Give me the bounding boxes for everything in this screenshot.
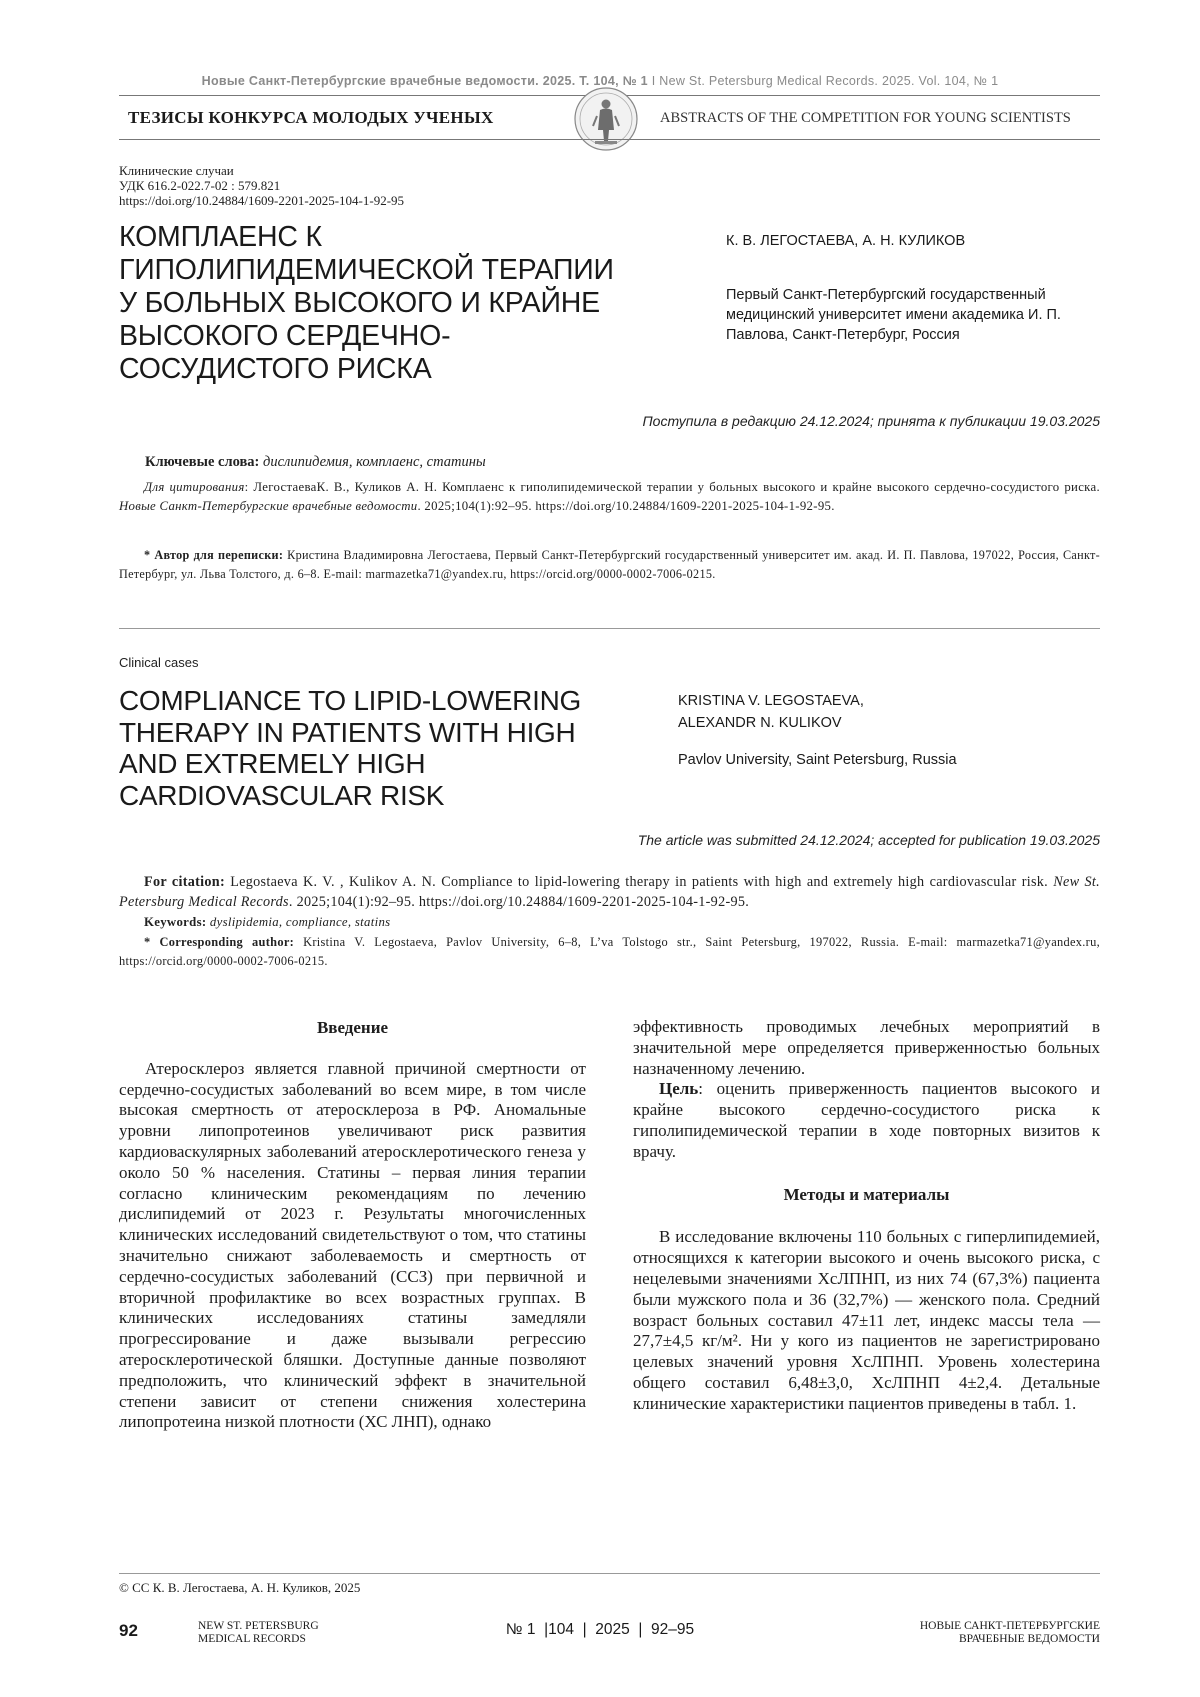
running-header-en: New St. Petersburg Medical Records. 2025. Vol. 104, № 1 xyxy=(659,74,998,88)
received-dates-en: The article was submitted 24.12.2024; accepted for publication 19.03.2025 xyxy=(638,832,1100,848)
author-en-1: KRISTINA V. LEGOSTAEVA, xyxy=(678,690,864,712)
authors-ru: К. В. ЛЕГОСТАЕВА, А. Н. КУЛИКОВ xyxy=(726,233,965,249)
intro-heading: Введение xyxy=(119,1018,586,1039)
keywords-en xyxy=(119,913,1100,932)
corresponding-label-en: * Corresponding author: xyxy=(144,935,294,949)
journal-name-ru-line2: ВРАЧЕБНЫЕ ВЕДОМОСТИ xyxy=(920,1633,1100,1646)
journal-name-en-line2: MEDICAL RECORDS xyxy=(198,1633,319,1646)
journal-name-ru-line1: НОВЫЕ САНКТ-ПЕТЕРБУРГСКИЕ xyxy=(920,1620,1100,1633)
article-title-en: COMPLIANCE TO LIPID-LOWERING THERAPY IN PATIENTS WITH HIGH AND EXTREMELY HIGH CARDIOVASCULAR RISK xyxy=(119,685,639,811)
issue-info: № 1 |104 | 2025 | 92–95 xyxy=(0,1621,1200,1639)
author-en-2: ALEXANDR N. KULIKOV xyxy=(678,712,864,734)
udc: УДК 616.2-022.7-02 : 579.821 xyxy=(119,178,404,193)
corresponding-ru xyxy=(119,546,1100,584)
citation-journal-en: New St. Petersburg Medical Records xyxy=(119,874,1100,910)
affiliation-en: Pavlov University, Saint Petersburg, Russia xyxy=(678,752,957,768)
journal-name-ru xyxy=(920,1620,1100,1646)
citation-text-en: Legostaeva K. V. , Kulikov A. N. Compliance to lipid-lowering therapy in patients with high and extremely high cardiovascular risk. xyxy=(225,874,1053,890)
corresponding-en xyxy=(119,933,1100,970)
aim-label: Цель xyxy=(659,1079,698,1098)
citation-label-ru: Для цитирования xyxy=(144,480,245,494)
header-rule-bottom xyxy=(119,139,1100,140)
body-column-left xyxy=(119,1018,586,1433)
journal-name-en-line1: NEW ST. PETERSBURG xyxy=(198,1620,319,1633)
aim-text: : оценить приверженность пациентов высокого и крайне высокого сердечно-сосудистого риска к гиполипидемической терапии в ходе повторных визитов к врачу. xyxy=(633,1079,1100,1160)
category-en: Clinical cases xyxy=(119,655,198,670)
intro-paragraph: Атеросклероз является главной причиной смертности от сердечно-сосудистых заболеваний во всем мире, в том числе высокая смертность от атеросклероза в РФ. Аномальные уровни липопротеинов увеличивают риск развития кардиоваскулярных заболеваний атеросклеротического генеза у около 50 % населения. Статины – первая линия терапии согласно клиническим рекомендациям по лечению дислипидемий от 2023 г. Результаты многочисленных клинических исследований свидетельствуют о том, что статины значительно снижают заболеваемость и смертность от сердечно-сосудистых заболеваний (ССЗ) при первичной и вторичной профилактике во всех возрастных группах. В клинических исследованиях статины замедляли прогрессирование и даже вызывали регрессию атеросклеротической бляшки. Доступные данные позволяют предположить, что клинический эффект в значительной степени зависит от степени снижения холестерина липопротеина низкой плотности (ХС ЛНП), однако xyxy=(119,1059,586,1433)
journal-emblem-icon xyxy=(573,86,639,152)
citation-tail-en[interactable]: . 2025;104(1):92–95. https://doi.org/10.24884/1609-2201-2025-104-1-92-95. xyxy=(289,894,749,910)
received-dates-ru: Поступила в редакцию 24.12.2024; принята к публикации 19.03.2025 xyxy=(643,413,1100,429)
keywords-label-en: Keywords: xyxy=(144,915,206,929)
running-header-separator: I xyxy=(652,74,656,88)
section-title-ru: ТЕЗИСЫ КОНКУРСА МОЛОДЫХ УЧЕНЫХ xyxy=(128,108,494,128)
running-header-ru: Новые Санкт-Петербургские врачебные ведомости. 2025. Т. 104, № 1 xyxy=(202,74,648,88)
citation-ru xyxy=(119,478,1100,516)
page-number: 92 xyxy=(119,1621,138,1641)
divider-ru-en xyxy=(119,628,1100,629)
citation-en xyxy=(119,872,1100,912)
citation-tail-ru[interactable]: . 2025;104(1):92–95. https://doi.org/10.24884/1609-2201-2025-104-1-92-95. xyxy=(417,499,834,513)
keywords-ru xyxy=(119,452,1100,473)
citation-journal-ru: Новые Санкт-Петербургские врачебные ведомости xyxy=(119,499,417,513)
body-column-right xyxy=(633,1017,1100,1415)
section-title-en: ABSTRACTS OF THE COMPETITION FOR YOUNG SCIENTISTS xyxy=(660,110,1071,127)
corresponding-text-en: Kristina V. Legostaeva, Pavlov University, 6–8, L’va Tolstogo str., Saint Petersburg, 197022, Russia. E-mail: marmazetka71@yandex.ru, https://orcid.org/0000-0002-7006-0215. xyxy=(119,935,1100,968)
methods-paragraph: В исследование включены 110 больных с гиперлипидемией, относящихся к категории высокого и очень высокого риска, с нецелевыми значениями ХсЛПНП, из них 74 (67,3%) пациента были мужского пола и 36 (32,7%) — женского пола. Средний возраст больных составил 47±11 лет, индекс массы тела — 27,7±4,5 кг/м². Ни у кого из пациентов не зарегистрировано целевых значений уровня ХсЛПНП. Уровень холестерина общего составил 6,48±3,0, ХсЛПНП 4±2,4. Детальные клинические характеристики пациентов приведены в табл. 1. xyxy=(633,1227,1100,1414)
citation-label-en: For citation: xyxy=(144,874,225,890)
keywords-label-ru: Ключевые слова: xyxy=(145,454,259,470)
keywords-value-ru: дислипидемия, комплаенс, статины xyxy=(263,454,486,470)
doi-link[interactable]: https://doi.org/10.24884/1609-2201-2025-104-1-92-95 xyxy=(119,193,404,208)
intro-paragraph-continued: эффективность проводимых лечебных мероприятий в значительной мере определяется приверженностью больных назначенному лечению. xyxy=(633,1017,1100,1079)
keywords-value-en: dyslipidemia, compliance, statins xyxy=(210,915,391,929)
citation-authors-ru: : ЛегостаеваК. В., Куликов А. Н. Комплаенс к гиполипидемической терапии у больных высокого и крайне высокого сердечно-сосудистого риска. xyxy=(245,480,1100,494)
authors-en xyxy=(678,690,864,734)
methods-heading: Методы и материалы xyxy=(633,1185,1100,1206)
corresponding-text-ru: Кристина Владимировна Легостаева, Первый Санкт-Петербургский государственный университет им. акад. И. П. Павлова, 197022, Россия, Санкт-Петербург, ул. Льва Толстого, д. 6–8. E-mail: marmazetka71@yandex.ru, https://orcid.org/0000-0002-7006-0215. xyxy=(119,548,1100,581)
category-ru: Клинические случаи xyxy=(119,163,404,178)
corresponding-label-ru: * Автор для переписки: xyxy=(144,548,283,562)
footer-rule xyxy=(119,1573,1100,1574)
copyright: © CC К. В. Легостаева, А. Н. Куликов, 2025 xyxy=(119,1580,360,1596)
aim-paragraph xyxy=(633,1079,1100,1162)
article-title-ru: КОМПЛАЕНС К ГИПОЛИПИДЕМИЧЕСКОЙ ТЕРАПИИ У БОЛЬНЫХ ВЫСОКОГО И КРАЙНЕ ВЫСОКОГО СЕРДЕЧНО-СОСУДИСТОГО РИСКА xyxy=(119,221,639,386)
affiliation-ru: Первый Санкт-Петербургский государственный медицинский университет имени академика И. П. Павлова, Санкт-Петербург, Россия xyxy=(726,285,1106,345)
article-meta-ru xyxy=(119,163,404,208)
